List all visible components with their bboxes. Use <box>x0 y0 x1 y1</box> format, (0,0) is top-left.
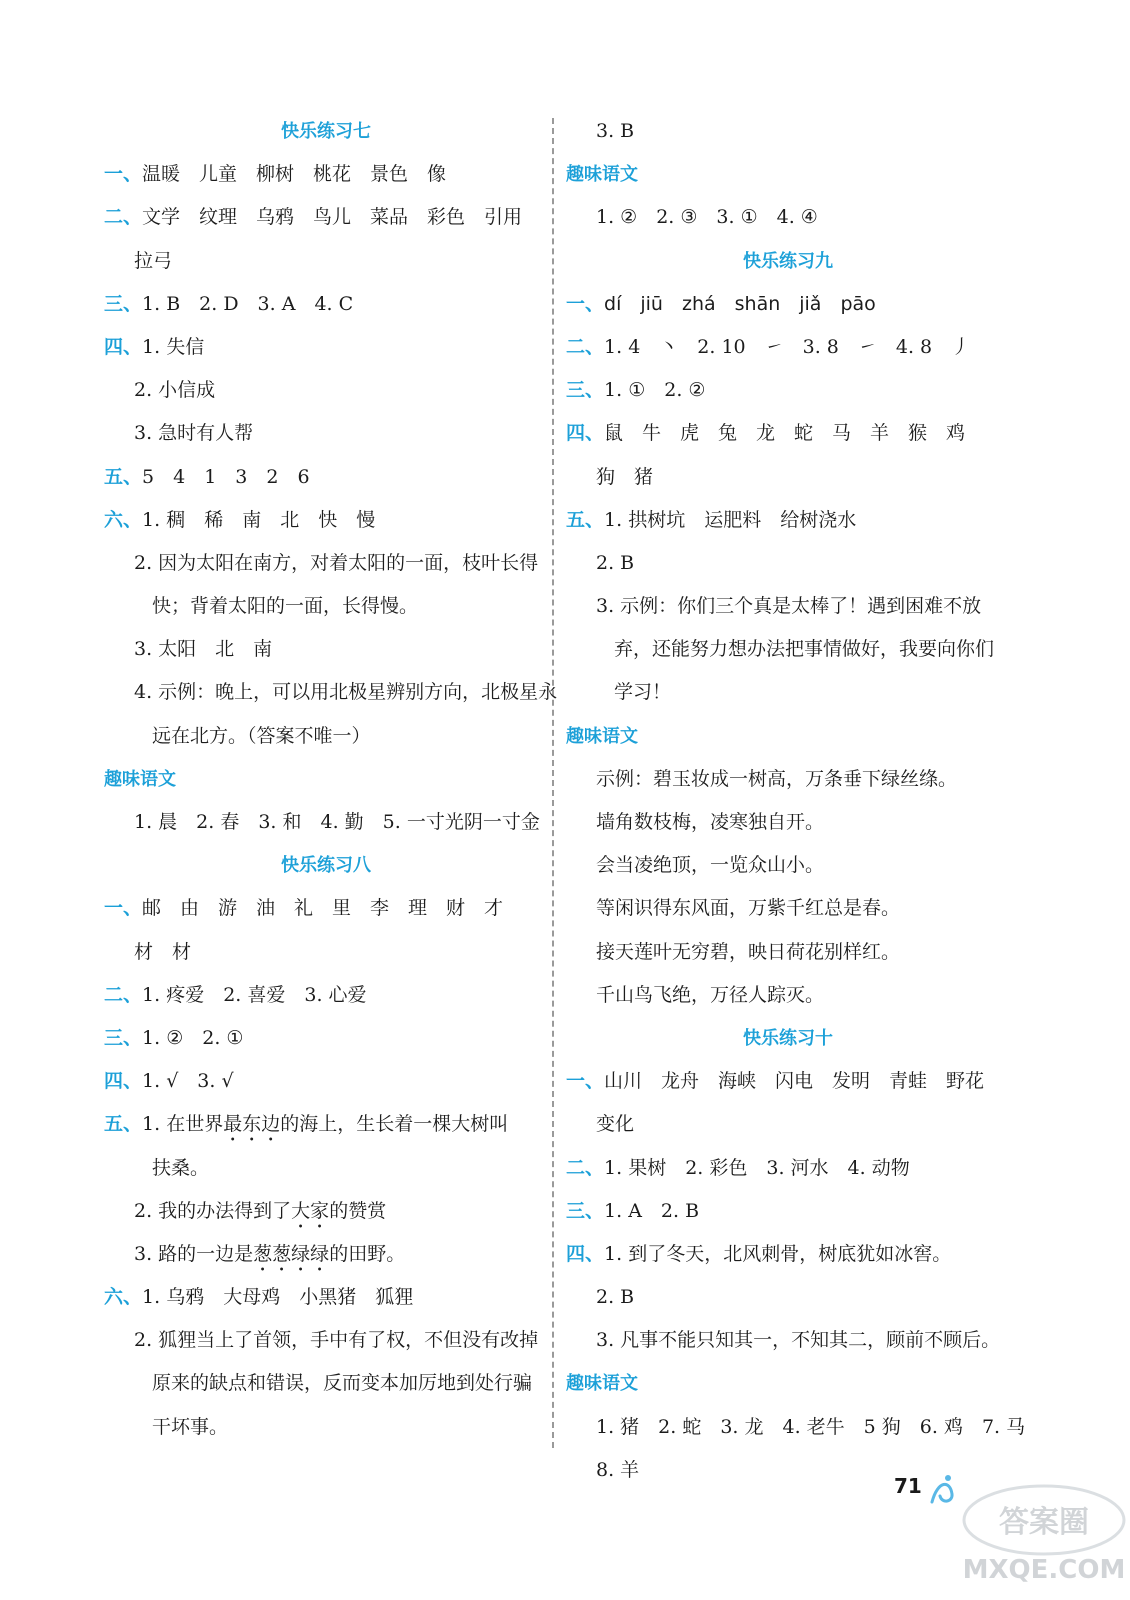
answer-line: 弃，还能努力想办法把事情做好，我要向你们 <box>614 638 995 661</box>
item-number: 五 <box>104 1113 124 1136</box>
item-number: 四 <box>104 1070 124 1093</box>
answer-line: 六、1. 稠 稀 南 北 快 慢 <box>104 508 376 531</box>
answer-line: 二、1. 4 丶 2. 10 ㇀ 3. 8 ㇀ 4. 8 丿 <box>566 335 971 358</box>
emphasized-text: 大家 <box>291 1199 330 1222</box>
answer-line: 三、1. ② 2. ① <box>104 1026 244 1049</box>
watermark-text: 答案圈 <box>999 1505 1089 1540</box>
answer-line: 狗 猪 <box>596 465 654 488</box>
column-divider <box>552 118 554 1448</box>
emphasized-text: 最东边 <box>223 1113 281 1136</box>
answer-line: 2. 因为太阳在南方，对着太阳的一面，枝叶长得 <box>134 551 539 574</box>
answer-line: 四、1. √ 3. √ <box>104 1070 234 1093</box>
section-title-10: 快乐练习十 <box>743 1027 833 1049</box>
answer-line: 五、1. 拱树坑 运肥料 给树浇水 <box>566 508 857 531</box>
item-number: 四 <box>566 422 586 445</box>
item-number: 一 <box>104 163 124 186</box>
item-number: 一 <box>104 897 124 920</box>
answer-line: 3. B <box>596 120 635 142</box>
page-number: 71 <box>894 1474 922 1498</box>
poem-line: 等闲识得东风面，万紫千红总是春。 <box>596 897 901 920</box>
item-number: 一 <box>566 1070 586 1093</box>
answer-line: 远在北方。（答案不唯一） <box>152 724 371 747</box>
section-title-8: 快乐练习八 <box>281 855 371 877</box>
answer-line: 四、1. 失信 <box>104 335 205 358</box>
answer-line: 五、5 4 1 3 2 6 <box>104 465 310 488</box>
left-column <box>104 110 558 1449</box>
answer-line: 三、1. B 2. D 3. A 4. C <box>104 292 354 315</box>
item-number: 一 <box>566 292 586 315</box>
answer-line: 三、1. ① 2. ② <box>566 379 706 402</box>
fun-chinese-heading: 趣味语文 <box>104 768 176 790</box>
answer-line: 3. 示例：你们三个真是太棒了！遇到困难不放 <box>596 595 982 618</box>
item-number: 二 <box>566 1156 586 1179</box>
answer-line: 扶桑。 <box>152 1156 210 1179</box>
answer-line: 2. B <box>596 551 635 574</box>
answer-line: 4. 示例：晚上，可以用北极星辨别方向，北极星永 <box>134 681 558 704</box>
answer-line: 学习！ <box>614 681 672 704</box>
item-number: 二 <box>566 335 586 358</box>
watermark-logo <box>934 1480 1130 1600</box>
answer-line: 拉弓 <box>134 249 173 272</box>
item-number: 三 <box>104 292 124 315</box>
item-number: 四 <box>566 1242 586 1265</box>
answer-line: 六、1. 乌鸦 大母鸡 小黑猪 狐狸 <box>104 1286 414 1309</box>
answer-line: 一、温暖 儿童 柳树 桃花 景色 像 <box>104 163 447 186</box>
answer-line: 2. 我的办法得到了大家的赞赏 <box>134 1199 387 1222</box>
item-number: 六 <box>104 508 124 531</box>
answer-line: 四、鼠 牛 虎 兔 龙 蛇 马 羊 猴 鸡 <box>566 422 966 445</box>
fun-chinese-heading: 趣味语文 <box>566 1373 638 1395</box>
answer-line: 1. ② 2. ③ 3. ① 4. ④ <box>596 206 818 229</box>
answer-line: 二、1. 果树 2. 彩色 3. 河水 4. 动物 <box>566 1156 910 1179</box>
item-number: 五 <box>104 465 124 488</box>
poem-line: 接天莲叶无穷碧，映日荷花别样红。 <box>596 940 901 963</box>
answer-line: 四、1. 到了冬天，北风刺骨，树底犹如冰窖。 <box>566 1242 952 1265</box>
answer-line: 三、1. A 2. B <box>566 1199 700 1222</box>
answer-line: 一、山川 龙舟 海峡 闪电 发明 青蛙 野花 <box>566 1070 985 1093</box>
right-column <box>566 110 1026 1492</box>
answer-line: 3. 路的一边是葱葱绿绿的田野。 <box>134 1242 406 1265</box>
poem-line: 示例：碧玉妆成一树高，万条垂下绿丝绦。 <box>596 767 958 790</box>
answer-line: 一、邮 由 游 油 礼 里 李 理 财 才 <box>104 897 504 920</box>
answer-line: 2. 小信成 <box>134 379 216 402</box>
fun-chinese-heading: 趣味语文 <box>566 725 638 747</box>
answer-line: 材 材 <box>134 940 192 963</box>
answer-line: 1. 猪 2. 蛇 3. 龙 4. 老牛 5 狗 6. 鸡 7. 马 <box>596 1415 1026 1438</box>
answer-line: 8. 羊 <box>596 1458 640 1481</box>
section-title-9: 快乐练习九 <box>743 250 833 272</box>
answer-line: 干坏事。 <box>152 1415 229 1438</box>
poem-line: 千山鸟飞绝，万径人踪灭。 <box>596 983 825 1006</box>
item-number: 二 <box>104 206 124 229</box>
answer-line: 二、1. 疼爱 2. 喜爱 3. 心爱 <box>104 983 367 1006</box>
answer-line: 五、1. 在世界最东边的海上，生长着一棵大树叫 <box>104 1113 509 1136</box>
section-title-7: 快乐练习七 <box>281 121 371 142</box>
answer-line: 快；背着太阳的一面，长得慢。 <box>152 595 419 618</box>
item-number: 六 <box>104 1286 124 1309</box>
poem-line: 墙角数枝梅，凌寒独自开。 <box>596 811 825 833</box>
answer-line: 2. B <box>596 1286 635 1309</box>
answer-line: 2. 狐狸当上了首领，手中有了权，不但没有改掉 <box>134 1329 539 1352</box>
answer-line: 3. 太阳 北 南 <box>134 638 273 661</box>
answer-line: 变化 <box>596 1113 635 1136</box>
answer-line: 3. 凡事不能只知其一，不知其二，顾前不顾后。 <box>596 1329 1001 1352</box>
item-number: 五 <box>566 508 586 531</box>
answer-line: 一、dí jiū zhá shān jiǎ pāo <box>566 292 876 315</box>
answer-line: 二、文学 纹理 乌鸦 鸟儿 菜品 彩色 引用 <box>104 206 523 229</box>
answer-line: 1. 晨 2. 春 3. 和 4. 勤 5. 一寸光阴一寸金 <box>134 811 540 833</box>
emphasized-text: 葱葱绿绿 <box>253 1242 330 1265</box>
item-number: 三 <box>104 1026 124 1049</box>
item-number: 四 <box>104 335 124 358</box>
item-number: 三 <box>566 1199 586 1222</box>
answer-line: 3. 急时有人帮 <box>134 422 254 445</box>
item-number: 二 <box>104 983 124 1006</box>
watermark-url: MXQE.COM <box>962 1555 1126 1585</box>
answer-line: 原来的缺点和错误，反而变本加厉地到处行骗 <box>152 1372 533 1395</box>
poem-line: 会当凌绝顶，一览众山小。 <box>596 854 825 877</box>
item-number: 三 <box>566 379 586 402</box>
fun-chinese-heading: 趣味语文 <box>566 164 638 186</box>
